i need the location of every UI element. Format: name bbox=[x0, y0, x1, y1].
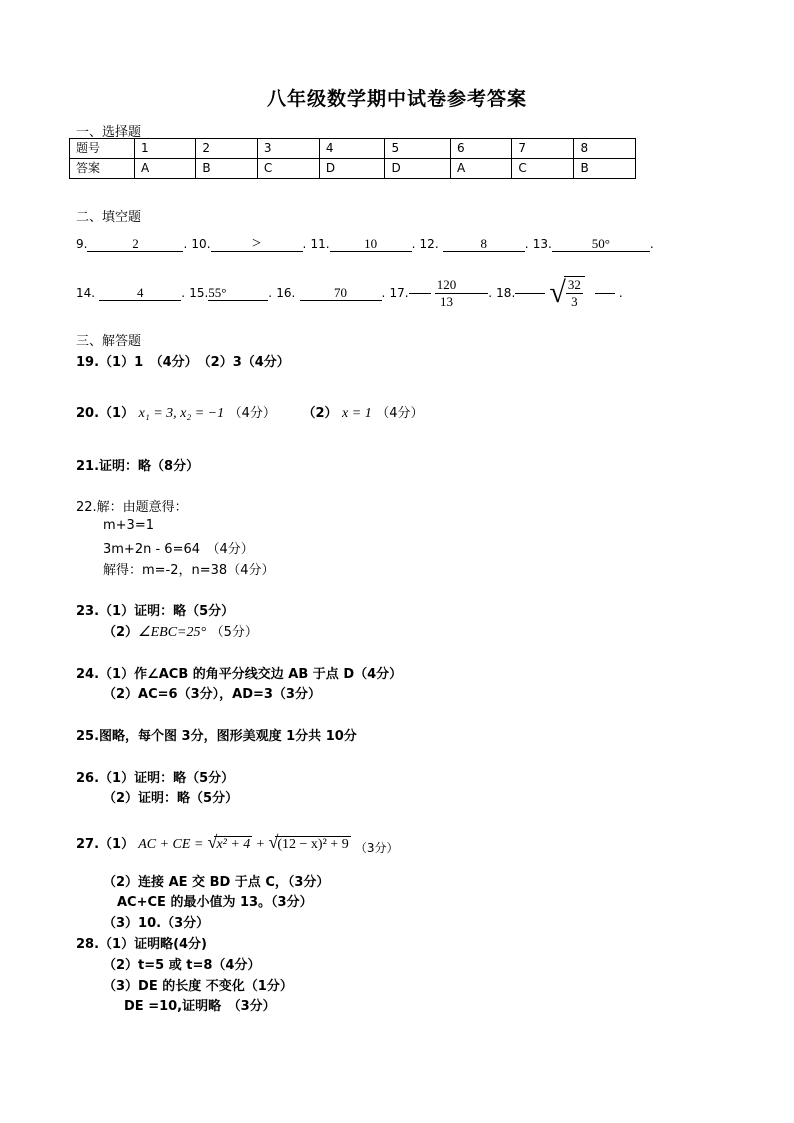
q18-number: 18. bbox=[496, 286, 516, 300]
table-cell: B bbox=[196, 159, 257, 179]
q24-line-1: 24.（1）作∠ACB 的角平分线交边 AB 于点 D（4分） bbox=[76, 667, 403, 682]
q23-line-2-score: （5分） bbox=[210, 625, 258, 640]
q16-answer: 70 bbox=[300, 285, 382, 301]
table-cell: D bbox=[319, 159, 385, 179]
q17-denominator: 13 bbox=[439, 293, 453, 309]
q26-line-2: （2）证明：略（5分） bbox=[103, 791, 239, 806]
q17-fraction bbox=[435, 277, 459, 310]
fill-row-2: 14. 4 . 15.55° . 16. 70 . 17. $\frac{120}{13}$ . 18. √ $\frac{32}{3}$ . bbox=[76, 276, 623, 309]
section-choice-title: 一、选择题 bbox=[76, 125, 142, 140]
q13-number: 13. bbox=[532, 237, 552, 251]
radical-sign-icon: √ bbox=[207, 832, 218, 852]
q18-numerator: 32 bbox=[567, 277, 581, 292]
table-cell: C bbox=[512, 159, 574, 179]
q27-math-lhs: AC + CE = bbox=[138, 837, 204, 852]
q27-radicand-2: (12 − x)² + 9 bbox=[277, 837, 349, 852]
q20-score-2: （4分） bbox=[376, 406, 424, 421]
page-title: 八年级数学期中试卷参考答案 bbox=[266, 88, 527, 110]
q27-line-4: （3）10.（3分） bbox=[103, 916, 210, 931]
q27-plus: + bbox=[256, 837, 265, 852]
q23-line-1: 23.（1）证明：略（5分） bbox=[76, 604, 235, 619]
q9-number: 9. bbox=[76, 237, 88, 251]
table-row-answers bbox=[70, 159, 636, 179]
table-cell: D bbox=[385, 159, 451, 179]
q27-line-3: AC+CE 的最小值为 13。（3分） bbox=[117, 895, 313, 910]
q28-line-2: （2）t=5 或 t=8（4分） bbox=[103, 958, 261, 973]
q20-answer bbox=[76, 402, 424, 422]
q13-answer: 50° bbox=[552, 236, 650, 252]
q17-numerator: 120 bbox=[436, 276, 457, 292]
q20-score-1: （4分） bbox=[228, 406, 276, 421]
choice-answer-table bbox=[69, 138, 636, 179]
q19-answer: 19.（1）1 （4分） （2）3（4分） bbox=[76, 355, 290, 370]
table-cell: 8 bbox=[574, 139, 636, 159]
q15-number: 15. bbox=[189, 286, 209, 300]
table-cell: C bbox=[257, 159, 319, 179]
table-cell: 2 bbox=[196, 139, 257, 159]
q23-line-2-prefix: （2） bbox=[103, 625, 139, 640]
table-cell: A bbox=[135, 159, 196, 179]
q12-number: 12. bbox=[419, 237, 439, 251]
fill-row-1: 9. 2 . 10. > . 11. 10 . 12. 8 . 13. 50° . bbox=[76, 235, 654, 252]
table-cell: 7 bbox=[512, 139, 574, 159]
q23-line-2 bbox=[103, 621, 258, 641]
q20-label-2: （2） bbox=[302, 406, 338, 421]
q22-line-3: 3m+2n - 6=64 （4分） bbox=[103, 542, 254, 557]
table-answer-label: 答案 bbox=[70, 159, 135, 179]
q28-line-1: 28.（1）证明略(4分) bbox=[76, 937, 208, 952]
table-cell: 1 bbox=[135, 139, 196, 159]
q20-math-2: x = 1 bbox=[342, 406, 372, 421]
q18-radicand bbox=[564, 276, 585, 310]
q26-line-1: 26.（1）证明：略（5分） bbox=[76, 771, 235, 786]
q27-label: 27.（1） bbox=[76, 837, 135, 852]
radical-sign-icon: √ bbox=[549, 276, 566, 309]
table-cell: 3 bbox=[257, 139, 319, 159]
q20-math-1: x₁ = 3, x₂ = −1 bbox=[138, 406, 225, 421]
q16-number: 16. bbox=[276, 286, 296, 300]
q28-line-4: DE =10,证明略 （3分） bbox=[124, 999, 276, 1014]
q10-answer: > bbox=[211, 236, 303, 252]
q18-denominator: 3 bbox=[571, 294, 578, 309]
q11-answer: 10 bbox=[330, 236, 412, 252]
q14-answer: 4 bbox=[99, 285, 181, 301]
table-cell: 5 bbox=[385, 139, 451, 159]
table-cell: B bbox=[574, 159, 636, 179]
q14-number: 14. bbox=[76, 286, 96, 300]
q17-number: 17. bbox=[389, 286, 409, 300]
radical-sign-icon: √ bbox=[268, 832, 279, 852]
q21-answer: 21.证明：略（8分） bbox=[76, 459, 200, 474]
q28-line-3: （3）DE 的长度 不变化（1分） bbox=[103, 979, 293, 994]
table-cell: A bbox=[451, 159, 512, 179]
q11-number: 11. bbox=[310, 237, 330, 251]
q22-line-1: 22.解：由题意得： bbox=[76, 500, 188, 515]
q20-label: 20.（1） bbox=[76, 406, 135, 421]
q24-line-2: （2）AC=6（3分），AD=3（3分） bbox=[103, 687, 321, 702]
q27-score: （3分） bbox=[354, 841, 399, 855]
table-header-label: 题号 bbox=[70, 139, 135, 159]
q27-radicand-1: x² + 4 bbox=[216, 837, 251, 852]
q10-number: 10. bbox=[191, 237, 211, 251]
q12-answer: 8 bbox=[443, 236, 525, 252]
q27-formula-line bbox=[76, 832, 398, 856]
q15-answer: 55° bbox=[208, 285, 268, 301]
q22-line-2: m+3=1 bbox=[103, 518, 154, 533]
section-fill-title: 二、填空题 bbox=[76, 210, 142, 225]
q23-line-2-math: ∠EBC=25° bbox=[138, 625, 207, 640]
table-cell: 6 bbox=[451, 139, 512, 159]
section-answer-title: 三、解答题 bbox=[76, 334, 142, 349]
table-cell: 4 bbox=[319, 139, 385, 159]
table-row-numbers bbox=[70, 139, 636, 159]
q22-line-4: 解得：m=-2，n=38（4分） bbox=[103, 563, 275, 578]
q27-line-2: （2）连接 AE 交 BD 于点 C，（3分） bbox=[103, 875, 330, 890]
q9-answer: 2 bbox=[87, 236, 183, 252]
q25-answer: 25.图略，每个图 3分，图形美观度 1分共 10分 bbox=[76, 729, 357, 744]
